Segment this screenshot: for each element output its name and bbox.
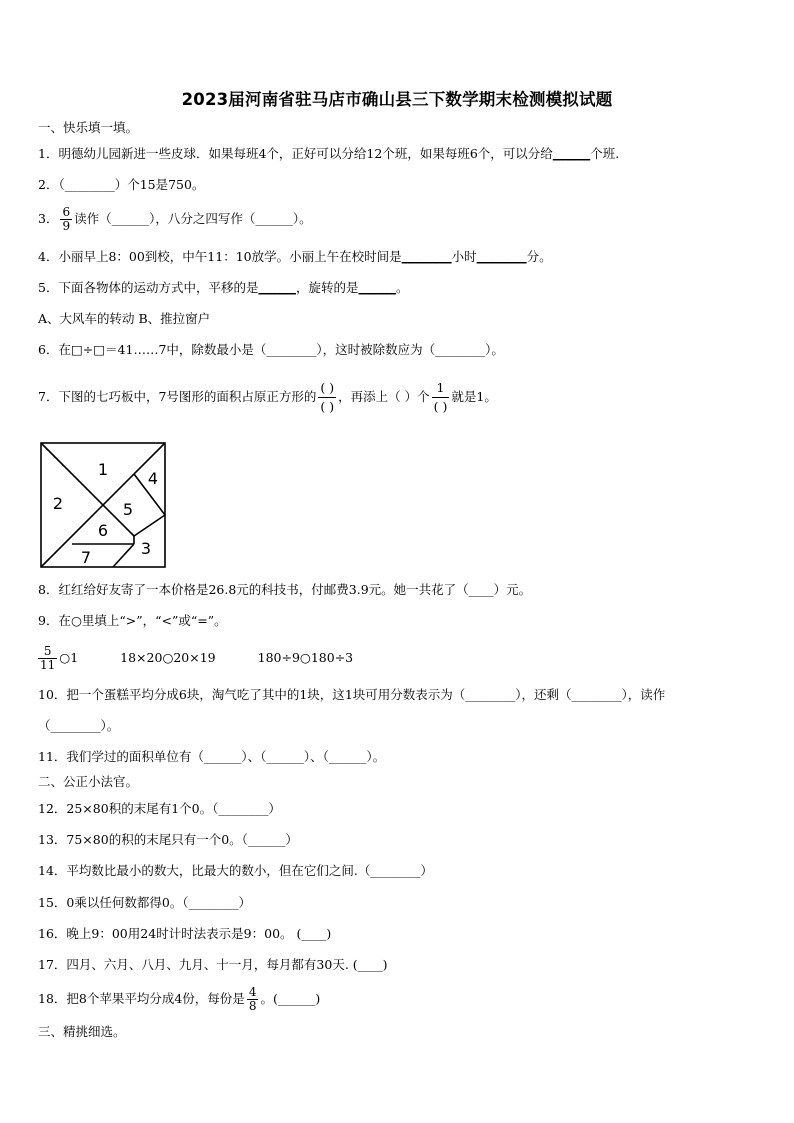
question-6: 6．在□÷□＝41……7中，除数最小是（________），这时被除数应为（________）。 [38, 342, 504, 357]
q4-mid: 小时 [451, 249, 477, 264]
q7-fraction-2-denominator[interactable]: ( ) [433, 398, 448, 414]
tangram-line-diagonal [41, 443, 134, 536]
question-1 [38, 144, 619, 164]
q9-fraction-numerator: 5 [38, 645, 57, 659]
page-title: 2023届河南省驻马店市确山县三下数学期末检测模拟试题 [181, 90, 613, 109]
q18-fraction-denominator: 8 [248, 998, 257, 1013]
q4-blank-hours[interactable]: ________ [401, 249, 452, 264]
q5-options: A、大风车的转动 B、推拉窗户 [38, 311, 211, 326]
question-9: 9．在○里填上“>”，“<”或“=”。 [38, 613, 227, 628]
question-4 [38, 247, 552, 267]
q7-fraction-1 [318, 379, 336, 416]
q3-fraction [60, 206, 72, 232]
q18-fraction-numerator: 4 [248, 984, 257, 999]
q1-text: 1．明德幼儿园新进一些皮球．如果每班4个，正好可以分给12个班，如果每班6个，可以分给 [38, 146, 553, 161]
question-15: 15．0乘以任何数都得0。（________） [38, 895, 252, 910]
question-10-line-1: 10．把一个蛋糕平均分成6块，淘气吃了其中的1块，这1块可用分数表示为（________），还剩（________），读作 [38, 687, 666, 702]
q7-fraction-1-numerator[interactable]: ( ) [318, 379, 336, 398]
q9-item-2[interactable]: 18×20○20×19 [120, 650, 216, 665]
q9-items [38, 640, 353, 676]
question-8: 8．红红给好友寄了一本价格是26.8元的科技书，付邮费3.9元。她一共花了（____）元。 [38, 582, 532, 597]
q7-mid: ，再添上（ ）个 [338, 389, 430, 404]
section-3-heading: 三、精挑细选。 [38, 1024, 126, 1039]
tangram-label-7: 7 [80, 548, 92, 567]
question-16: 16．晚上9：00用24时计时法表示是9：00。 (____) [38, 926, 332, 941]
q7-fraction-2 [432, 379, 450, 416]
q7-fraction-2-numerator: 1 [432, 379, 450, 398]
question-2: 2．（________）个15是750。 [38, 177, 205, 192]
question-7 [38, 374, 497, 420]
q9-fraction-denominator: 11 [40, 657, 56, 672]
question-17: 17．四月、六月、八月、九月、十一月，每月都有30天. (____) [38, 957, 388, 972]
tangram-label-1: 1 [97, 460, 109, 479]
question-3 [38, 201, 312, 237]
tangram-label-3: 3 [140, 539, 152, 558]
tangram-label-5: 5 [122, 500, 134, 519]
q5-blank-translate[interactable]: ______ [258, 280, 296, 295]
question-10-line-2: （________）。 [38, 718, 120, 733]
q4-text: 4．小丽早上8：00到校，中午11：10放学。小丽上午在校时间是 [38, 249, 402, 264]
q5-mid: ，旋转的是 [295, 280, 359, 295]
question-13: 13．75×80的积的末尾只有一个0。（______） [38, 832, 298, 847]
q4-tail: 分。 [526, 249, 552, 264]
q9-fraction [38, 645, 57, 671]
q5-tail: 。 [395, 280, 409, 295]
q18-fraction [247, 986, 259, 1012]
q5-text: 5．下面各物体的运动方式中，平移的是 [38, 280, 259, 295]
q18-text: 18．把8个苹果平均分成4份，每份是 [38, 991, 245, 1006]
q4-blank-minutes[interactable]: ________ [476, 249, 527, 264]
tangram-label-2: 2 [52, 494, 64, 513]
q9-item-1[interactable]: ○1 [59, 650, 79, 665]
q3-number: 3． [38, 211, 59, 226]
q7-text: 7．下图的七巧板中，7号图形的面积占原正方形的 [38, 389, 317, 404]
section-1-heading: 一、快乐填一填。 [38, 120, 139, 135]
question-5 [38, 278, 409, 298]
section-2-heading: 二、公正小法官。 [38, 774, 139, 789]
q9-item-3[interactable]: 180÷9○180÷3 [257, 650, 354, 665]
q3-fraction-denominator: 9 [62, 218, 71, 233]
question-14: 14．平均数比最小的数大，比最大的数小，但在它们之间.（________） [38, 863, 433, 878]
tangram-label-6: 6 [97, 521, 109, 540]
tangram-figure [38, 440, 168, 570]
tangram-line-5-3 [134, 515, 165, 536]
question-11: 11．我们学过的面积单位有（______）、（______）、（______）。 [38, 749, 386, 764]
q18-tail: 。(______) [260, 991, 321, 1006]
q3-text: 读作（______），八分之四写作（______）。 [74, 211, 312, 226]
tangram-line-3-7 [113, 544, 134, 567]
tangram-label-4: 4 [147, 469, 159, 488]
q7-fraction-1-denominator[interactable]: ( ) [320, 398, 335, 414]
question-12: 12．25×80积的末尾有1个0。（________） [38, 801, 281, 816]
q3-fraction-numerator: 6 [62, 204, 71, 219]
q1-blank[interactable]: ______ [552, 146, 591, 161]
question-18 [38, 981, 320, 1017]
q7-tail: 就是1。 [451, 389, 497, 404]
q5-blank-rotate[interactable]: ______ [358, 280, 396, 295]
q1-tail: 个班. [590, 146, 620, 161]
